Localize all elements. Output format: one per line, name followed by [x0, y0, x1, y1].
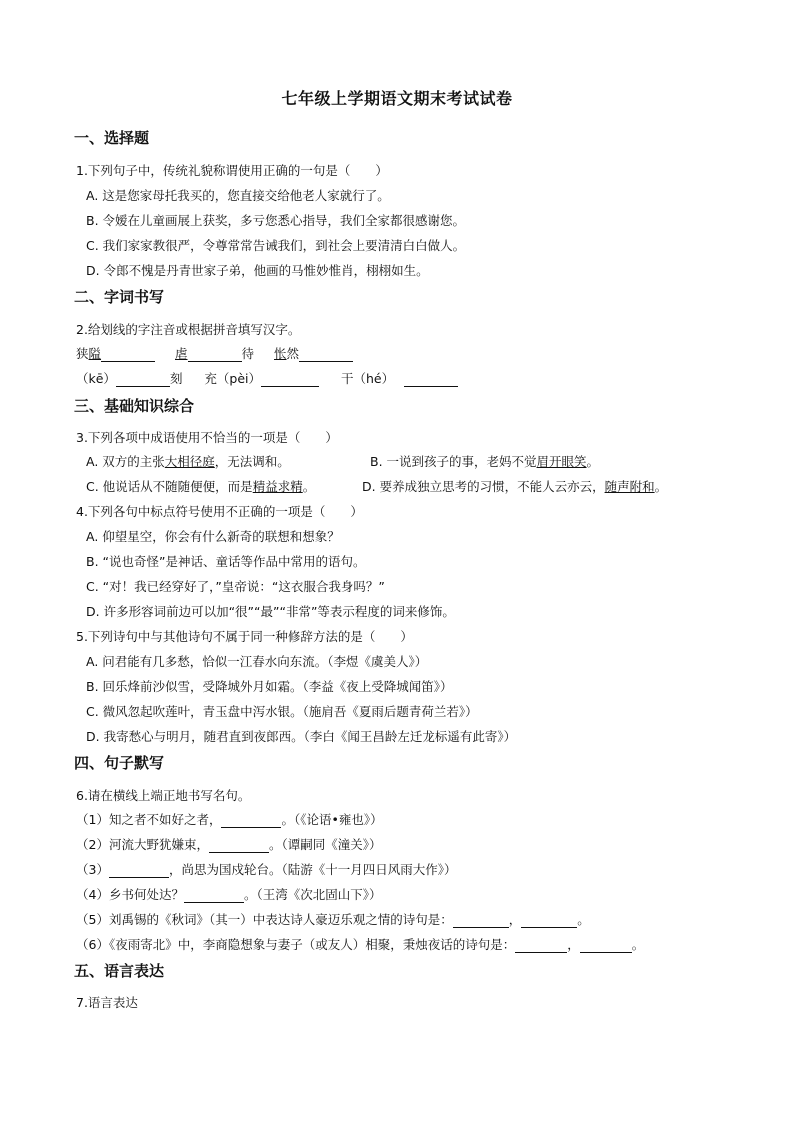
question-6-stem: 6.请在横线上端正地书写名句。 [76, 788, 251, 803]
page-title: 七年级上学期语文期末考试试卷 [281, 89, 513, 108]
line-6-end: 。 [631, 937, 645, 952]
option-b-text-end: 。 [586, 454, 600, 469]
line-2-text: （2）河流大野犹嫌束， [76, 837, 209, 852]
section-heading-words: 二、字词书写 [74, 288, 165, 306]
question-3-option-c [86, 479, 315, 495]
question-1-option-b: B. 令嫒在儿童画展上获奖，多亏您悉心指导，我们全家都很感谢您。 [86, 213, 466, 228]
option-d-text: D. 要养成独立思考的习惯，不能人云亦云， [362, 479, 605, 494]
answer-blank[interactable] [209, 840, 269, 853]
section-heading-expression: 五、语言表达 [74, 962, 165, 980]
option-b-idiom: 眉开眼笑 [536, 454, 587, 469]
answer-blank[interactable] [521, 915, 577, 928]
question-4-stem: 4.下列各句中标点符号使用不正确的一项是（ ） [76, 504, 363, 519]
line-2-source: 。（谭嗣同《潼关》） [268, 837, 382, 852]
word-2-suffix: 待 [241, 346, 255, 361]
question-4-option-d: D. 许多形容词前边可以加“很”“最”“非常”等表示程度的词来修饰。 [86, 604, 455, 619]
question-6-line-3 [76, 862, 456, 878]
question-1-option-d: D. 令郎不愧是丹青世家子弟，他画的马惟妙惟肖，栩栩如生。 [86, 263, 429, 278]
word-3-underlined: 怅 [274, 346, 287, 361]
section-heading-recitation: 四、句子默写 [74, 754, 165, 772]
question-3-option-b [370, 454, 599, 470]
line-4-text: （4）乡书何处达？ [76, 887, 184, 902]
question-4-option-c: C. “对！我已经穿好了，”皇帝说：“这衣服合我身吗？” [86, 579, 385, 594]
option-c-idiom: 精益求精 [252, 479, 303, 494]
question-4-option-a: A. 仰望星空，你会有什么新奇的联想和想象？ [86, 529, 340, 544]
option-d-idiom: 随声附和 [604, 479, 655, 494]
line-6-comma: ， [567, 937, 580, 952]
question-1-option-c: C. 我们家家教很严，令尊常常告诫我们，到社会上要清清白白做人。 [86, 238, 466, 253]
line-5-text: （5）刘禹锡的《秋词》（其一）中表达诗人豪迈乐观之情的诗句是： [76, 912, 453, 927]
line-4-source: 。（王湾《次北固山下》） [243, 887, 382, 902]
word-1-underlined: 隘 [88, 346, 102, 361]
line-1-text: （1）知之者不如好之者， [76, 812, 222, 827]
answer-blank[interactable] [580, 940, 632, 953]
question-6-line-4 [76, 887, 381, 903]
answer-blank[interactable] [299, 349, 353, 362]
option-a-idiom: 大相径庭 [164, 454, 215, 469]
option-a-text: A. 双方的主张 [86, 454, 165, 469]
question-7-stem: 7.语言表达 [76, 995, 138, 1010]
question-5-stem: 5.下列诗句中与其他诗句不属于同一种修辞方法的是（ ） [76, 629, 413, 644]
question-3-option-a [86, 454, 290, 470]
question-2-row-2 [76, 371, 458, 387]
answer-blank[interactable] [109, 865, 169, 878]
line-5-end: 。 [577, 912, 590, 927]
question-5-option-c: C. 微风忽起吹莲叶，青玉盘中泻水银。（施肩吾《夏雨后题青荷兰若》） [86, 704, 478, 719]
question-6-line-1 [76, 812, 383, 828]
question-5-option-d: D. 我寄愁心与明月，随君直到夜郎西。（李白《闻王昌龄左迁龙标遥有此寄》） [86, 729, 517, 744]
question-2-stem: 2.给划线的字注音或根据拼音填写汉字。 [76, 322, 301, 337]
line-6-text: （6）《夜雨寄北》中，李商隐想象与妻子（或友人）相聚，秉烛夜话的诗句是： [76, 937, 516, 952]
answer-blank[interactable] [116, 374, 170, 387]
question-3-stem: 3.下列各项中成语使用不恰当的一项是（ ） [76, 430, 338, 445]
word-2-underlined: 虐 [175, 346, 188, 361]
pinyin-3: 干（hé） [341, 371, 395, 386]
option-a-text-end: ，无法调和。 [214, 454, 290, 469]
answer-blank[interactable] [261, 374, 319, 387]
question-1-stem: 1.下列句子中，传统礼貌称谓使用正确的一句是（ ） [76, 163, 388, 178]
answer-blank[interactable] [221, 815, 281, 828]
pinyin-2: 充（pèi） [204, 371, 262, 386]
line-3-text: （3） [76, 862, 109, 877]
question-1-option-a: A. 这是您家母托我买的，您直接交给他老人家就行了。 [86, 188, 390, 203]
line-5-comma: ， [508, 912, 522, 927]
question-6-line-5 [76, 912, 590, 928]
option-b-text: B. 一说到孩子的事，老妈不觉 [370, 454, 537, 469]
answer-blank[interactable] [101, 349, 155, 362]
option-c-text-end: 。 [302, 479, 316, 494]
answer-blank[interactable] [453, 915, 509, 928]
answer-blank[interactable] [404, 374, 458, 387]
line-1-source: 。（《论语•雍也》） [281, 812, 383, 827]
question-6-line-2 [76, 837, 381, 853]
question-5-option-b: B. 回乐烽前沙似雪，受降城外月如霜。（李益《夜上受降城闻笛》） [86, 679, 453, 694]
answer-blank[interactable] [515, 940, 567, 953]
line-3-source: ，尚思为国戍轮台。（陆游《十一月四日风雨大作》） [168, 862, 457, 877]
pinyin-1: （kē） [76, 371, 116, 386]
option-d-text-end: 。 [654, 479, 668, 494]
pinyin-1-suffix: 刻 [169, 371, 183, 386]
word-1-prefix: 狭 [76, 346, 89, 361]
option-c-text: C. 他说话从不随随便便，而是 [86, 479, 253, 494]
question-4-option-b: B. “说也奇怪”是神话、童话等作品中常用的语句。 [86, 554, 366, 569]
answer-blank[interactable] [184, 890, 244, 903]
question-5-option-a: A. 问君能有几多愁，恰似一江春水向东流。（李煜《虞美人》） [86, 654, 428, 669]
word-3-suffix: 然 [286, 346, 300, 361]
question-6-line-6 [76, 937, 644, 953]
section-heading-choice: 一、选择题 [74, 129, 150, 147]
answer-blank[interactable] [188, 349, 242, 362]
question-2-row-1 [76, 346, 353, 362]
question-3-option-d [362, 479, 667, 495]
section-heading-basic: 三、基础知识综合 [74, 397, 195, 415]
